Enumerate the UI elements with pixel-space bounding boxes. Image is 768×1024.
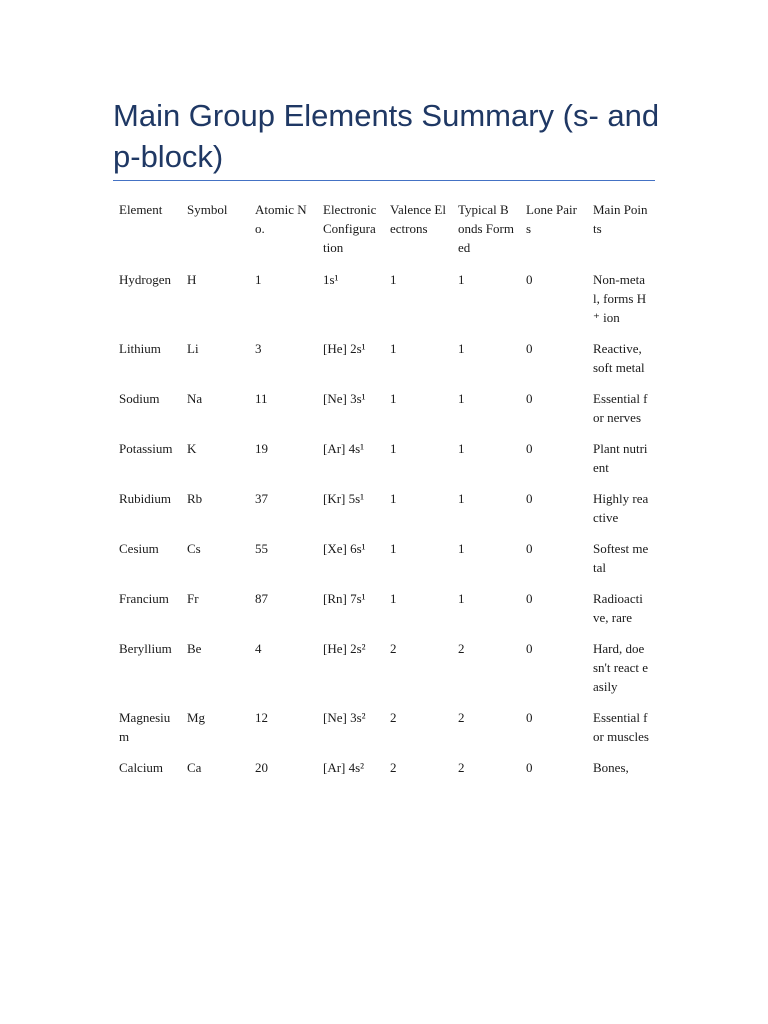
cell-main-points: Reactive, soft metal: [593, 341, 645, 375]
header-cell-typical-bonds: Typical Bonds Formed: [458, 202, 514, 255]
cell-element: Magnesium: [119, 710, 171, 744]
header-cell-electronic-configuration: Electronic Configuration: [323, 202, 377, 255]
cell-valence-electrons: 1: [390, 591, 397, 606]
table-row: [113, 270, 655, 339]
cell-valence-electrons: 2: [390, 760, 397, 775]
cell-element: Hydrogen: [119, 272, 171, 287]
table-row: [113, 708, 655, 758]
cell-atomic-no: 4: [255, 641, 262, 656]
cell-main-points: Plant nutrient: [593, 441, 648, 475]
cell-element: Rubidium: [119, 491, 172, 506]
cell-main-points: Essential for muscles: [593, 710, 649, 744]
table-row: [113, 339, 655, 389]
cell-symbol: Mg: [187, 710, 206, 725]
cell-electronic-configuration: [Ne] 3s¹: [323, 391, 366, 406]
table-row: [113, 758, 655, 789]
cell-element: Sodium: [119, 391, 160, 406]
table-row: [113, 539, 655, 589]
cell-atomic-no: 1: [255, 272, 262, 287]
cell-main-points: Hard, doesn't react easily: [593, 641, 649, 694]
cell-main-points: Non-metal, forms H⁺ ion: [593, 272, 647, 325]
cell-electronic-configuration: [Kr] 5s¹: [323, 491, 365, 506]
cell-lone-pairs: 0: [526, 391, 533, 406]
table-header-row: [113, 200, 655, 270]
cell-atomic-no: 87: [255, 591, 268, 606]
cell-lone-pairs: 0: [526, 710, 533, 725]
cell-lone-pairs: 0: [526, 760, 533, 775]
cell-typical-bonds: 1: [458, 272, 465, 287]
cell-valence-electrons: 1: [390, 391, 397, 406]
cell-typical-bonds: 1: [458, 391, 465, 406]
header-cell-atomic-no: Atomic No.: [255, 202, 307, 236]
cell-lone-pairs: 0: [526, 641, 533, 656]
cell-symbol: Ca: [187, 760, 202, 775]
table-row: [113, 439, 655, 489]
cell-main-points: Essential for nerves: [593, 391, 648, 425]
cell-lone-pairs: 0: [526, 491, 533, 506]
cell-atomic-no: 19: [255, 441, 268, 456]
cell-typical-bonds: 2: [458, 760, 465, 775]
cell-electronic-configuration: [He] 2s¹: [323, 341, 366, 356]
cell-atomic-no: 37: [255, 491, 268, 506]
table-row: [113, 639, 655, 708]
header-cell-main-points: Main Points: [593, 202, 648, 236]
cell-lone-pairs: 0: [526, 441, 533, 456]
cell-electronic-configuration: [Ar] 4s¹: [323, 441, 365, 456]
cell-valence-electrons: 1: [390, 541, 397, 556]
cell-lone-pairs: 0: [526, 591, 533, 606]
cell-element: Beryllium: [119, 641, 172, 656]
title-underline: [113, 180, 655, 181]
table-row: [113, 389, 655, 439]
cell-atomic-no: 11: [255, 391, 268, 406]
header-cell-lone-pairs: Lone Pairs: [526, 202, 577, 236]
cell-valence-electrons: 1: [390, 341, 397, 356]
cell-symbol: Fr: [187, 591, 199, 606]
cell-symbol: Na: [187, 391, 203, 406]
header-cell-valence-electrons: Valence Electrons: [390, 202, 446, 236]
cell-symbol: Rb: [187, 491, 203, 506]
cell-valence-electrons: 2: [390, 710, 397, 725]
cell-electronic-configuration: [Xe] 6s¹: [323, 541, 366, 556]
cell-main-points: Softest metal: [593, 541, 649, 575]
cell-typical-bonds: 1: [458, 441, 465, 456]
cell-typical-bonds: 1: [458, 491, 465, 506]
cell-element: Cesium: [119, 541, 159, 556]
cell-electronic-configuration: [Ar] 4s²: [323, 760, 365, 775]
cell-valence-electrons: 2: [390, 641, 397, 656]
cell-typical-bonds: 1: [458, 341, 465, 356]
cell-electronic-configuration: 1s¹: [323, 272, 339, 287]
cell-atomic-no: 55: [255, 541, 268, 556]
cell-electronic-configuration: [Ne] 3s²: [323, 710, 366, 725]
elements-table: [113, 200, 655, 789]
elements-table-body: [113, 200, 655, 789]
cell-typical-bonds: 2: [458, 641, 465, 656]
cell-atomic-no: 12: [255, 710, 268, 725]
cell-lone-pairs: 0: [526, 541, 533, 556]
cell-valence-electrons: 1: [390, 491, 397, 506]
cell-typical-bonds: 2: [458, 710, 465, 725]
page-title: Main Group Elements Summary (s- and p-block): [113, 98, 660, 174]
cell-atomic-no: 3: [255, 341, 262, 356]
cell-element: Calcium: [119, 760, 164, 775]
cell-symbol: Be: [187, 641, 202, 656]
cell-symbol: Li: [187, 341, 199, 356]
cell-typical-bonds: 1: [458, 591, 465, 606]
cell-symbol: Cs: [187, 541, 201, 556]
cell-lone-pairs: 0: [526, 272, 533, 287]
cell-symbol: K: [187, 441, 197, 456]
cell-typical-bonds: 1: [458, 541, 465, 556]
cell-element: Potassium: [119, 441, 173, 456]
table-row: [113, 489, 655, 539]
table-row: [113, 589, 655, 639]
header-cell-element: Element: [119, 202, 163, 217]
cell-symbol: H: [187, 272, 197, 287]
cell-element: Francium: [119, 591, 169, 606]
cell-atomic-no: 20: [255, 760, 268, 775]
cell-lone-pairs: 0: [526, 341, 533, 356]
header-cell-symbol: Symbol: [187, 202, 228, 217]
cell-main-points: Radioactive, rare: [593, 591, 643, 625]
cell-main-points: Bones,: [593, 760, 629, 775]
cell-electronic-configuration: [Rn] 7s¹: [323, 591, 366, 606]
cell-element: Lithium: [119, 341, 161, 356]
cell-electronic-configuration: [He] 2s²: [323, 641, 366, 656]
cell-main-points: Highly reactive: [593, 491, 649, 525]
cell-valence-electrons: 1: [390, 441, 397, 456]
cell-valence-electrons: 1: [390, 272, 397, 287]
